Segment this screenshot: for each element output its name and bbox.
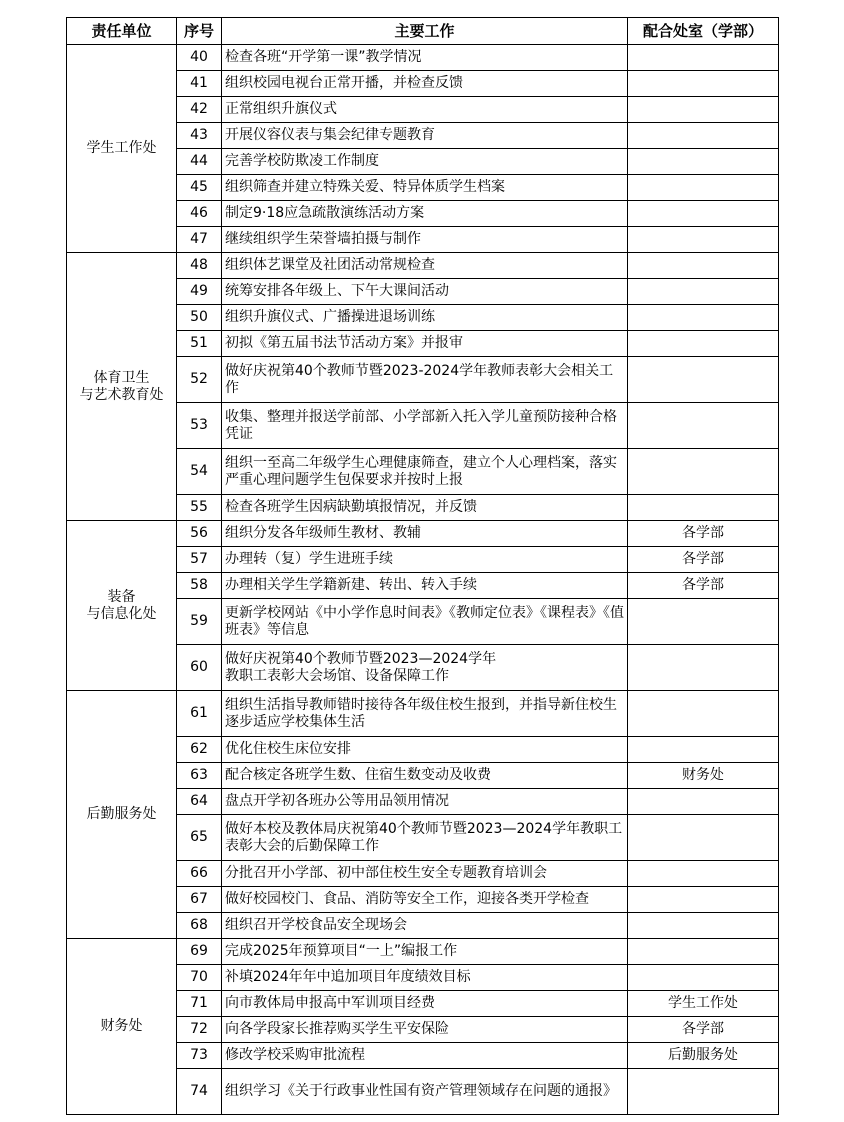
task-cell: 组织校园电视台正常开播，并检查反馈	[222, 71, 628, 97]
partner-cell: 各学部	[628, 521, 779, 547]
row-number: 71	[177, 991, 222, 1017]
row-number: 62	[177, 737, 222, 763]
work-plan-table	[66, 17, 779, 1115]
task-cell: 组织升旗仪式、广播操进退场训练	[222, 305, 628, 331]
row-number: 45	[177, 175, 222, 201]
row-number: 59	[177, 599, 222, 645]
partner-cell: 各学部	[628, 547, 779, 573]
partner-cell	[628, 227, 779, 253]
header-main-work: 主要工作	[222, 18, 628, 45]
row-number: 56	[177, 521, 222, 547]
partner-cell	[628, 737, 779, 763]
row-number: 53	[177, 403, 222, 449]
task-cell: 配合核定各班学生数、住宿生数变动及收费	[222, 763, 628, 789]
task-cell: 组织筛查并建立特殊关爱、特异体质学生档案	[222, 175, 628, 201]
department-cell: 体育卫生 与艺术教育处	[67, 253, 177, 521]
row-number: 47	[177, 227, 222, 253]
task-cell: 完成2025年预算项目“一上”编报工作	[222, 939, 628, 965]
task-cell: 检查各班学生因病缺勤填报情况，并反馈	[222, 495, 628, 521]
task-cell: 收集、整理并报送学前部、小学部新入托入学儿童预防接种合格凭证	[222, 403, 628, 449]
task-cell: 初拟《第五届书法节活动方案》并报审	[222, 331, 628, 357]
task-cell: 组织一至高二年级学生心理健康筛查，建立个人心理档案，落实严重心理问题学生包保要求并按时上报	[222, 449, 628, 495]
task-cell: 修改学校采购审批流程	[222, 1043, 628, 1069]
partner-cell	[628, 97, 779, 123]
partner-cell: 后勤服务处	[628, 1043, 779, 1069]
row-number: 67	[177, 887, 222, 913]
task-cell: 办理转（复）学生进班手续	[222, 547, 628, 573]
task-cell: 补填2024年年中追加项目年度绩效目标	[222, 965, 628, 991]
partner-cell	[628, 645, 779, 691]
partner-cell: 各学部	[628, 1017, 779, 1043]
row-number: 72	[177, 1017, 222, 1043]
task-cell: 正常组织升旗仪式	[222, 97, 628, 123]
partner-cell	[628, 331, 779, 357]
partner-cell	[628, 913, 779, 939]
table-header	[67, 18, 779, 45]
partner-cell	[628, 305, 779, 331]
row-number: 55	[177, 495, 222, 521]
row-number: 52	[177, 357, 222, 403]
row-number: 60	[177, 645, 222, 691]
task-cell: 统筹安排各年级上、下午大课间活动	[222, 279, 628, 305]
task-cell: 向市教体局申报高中军训项目经费	[222, 991, 628, 1017]
partner-cell	[628, 861, 779, 887]
partner-cell	[628, 279, 779, 305]
partner-cell	[628, 175, 779, 201]
row-number: 50	[177, 305, 222, 331]
row-number: 44	[177, 149, 222, 175]
partner-cell	[628, 449, 779, 495]
row-number: 48	[177, 253, 222, 279]
partner-cell	[628, 691, 779, 737]
task-cell: 做好庆祝第40个教师节暨2023-2024学年教师表彰大会相关工作	[222, 357, 628, 403]
department-cell: 装备 与信息化处	[67, 521, 177, 691]
row-number: 73	[177, 1043, 222, 1069]
task-cell: 组织体艺课堂及社团活动常规检查	[222, 253, 628, 279]
header-department: 责任单位	[67, 18, 177, 45]
row-number: 63	[177, 763, 222, 789]
task-cell: 组织生活指导教师错时接待各年级住校生报到，并指导新住校生逐步适应学校集体生活	[222, 691, 628, 737]
row-number: 58	[177, 573, 222, 599]
partner-cell	[628, 71, 779, 97]
task-cell: 制定9·18应急疏散演练活动方案	[222, 201, 628, 227]
partner-cell	[628, 149, 779, 175]
partner-cell	[628, 965, 779, 991]
row-number: 43	[177, 123, 222, 149]
task-cell: 组织召开学校食品安全现场会	[222, 913, 628, 939]
row-number: 54	[177, 449, 222, 495]
row-number: 74	[177, 1069, 222, 1115]
partner-cell	[628, 887, 779, 913]
table-row	[67, 521, 779, 547]
task-cell: 盘点开学初各班办公等用品领用情况	[222, 789, 628, 815]
partner-cell	[628, 789, 779, 815]
task-cell: 组织学习《关于行政事业性国有资产管理领域存在问题的通报》	[222, 1069, 628, 1115]
task-cell: 分批召开小学部、初中部住校生安全专题教育培训会	[222, 861, 628, 887]
row-number: 69	[177, 939, 222, 965]
row-number: 41	[177, 71, 222, 97]
row-number: 46	[177, 201, 222, 227]
task-cell: 向各学段家长推荐购买学生平安保险	[222, 1017, 628, 1043]
partner-cell	[628, 201, 779, 227]
partner-cell: 学生工作处	[628, 991, 779, 1017]
partner-cell	[628, 403, 779, 449]
task-cell: 优化住校生床位安排	[222, 737, 628, 763]
task-cell: 办理相关学生学籍新建、转出、转入手续	[222, 573, 628, 599]
task-cell: 检查各班“开学第一课”教学情况	[222, 45, 628, 71]
row-number: 68	[177, 913, 222, 939]
task-cell: 继续组织学生荣誉墙拍摄与制作	[222, 227, 628, 253]
partner-cell	[628, 599, 779, 645]
table-row	[67, 939, 779, 965]
row-number: 57	[177, 547, 222, 573]
partner-cell	[628, 45, 779, 71]
header-partner: 配合处室（学部）	[628, 18, 779, 45]
partner-cell: 各学部	[628, 573, 779, 599]
partner-cell	[628, 939, 779, 965]
task-cell: 开展仪容仪表与集会纪律专题教育	[222, 123, 628, 149]
row-number: 40	[177, 45, 222, 71]
row-number: 51	[177, 331, 222, 357]
task-cell: 完善学校防欺凌工作制度	[222, 149, 628, 175]
department-cell: 财务处	[67, 939, 177, 1115]
partner-cell	[628, 815, 779, 861]
task-cell: 做好本校及教体局庆祝第40个教师节暨2023—2024学年教职工表彰大会的后勤保障工作	[222, 815, 628, 861]
table-body	[67, 45, 779, 1115]
row-number: 70	[177, 965, 222, 991]
row-number: 65	[177, 815, 222, 861]
task-cell: 做好校园校门、食品、消防等安全工作，迎接各类开学检查	[222, 887, 628, 913]
row-number: 66	[177, 861, 222, 887]
partner-cell	[628, 495, 779, 521]
table-row	[67, 45, 779, 71]
partner-cell	[628, 1069, 779, 1115]
table-row	[67, 253, 779, 279]
table-row	[67, 691, 779, 737]
task-cell: 组织分发各年级师生教材、教辅	[222, 521, 628, 547]
header-number: 序号	[177, 18, 222, 45]
row-number: 61	[177, 691, 222, 737]
partner-cell	[628, 253, 779, 279]
row-number: 64	[177, 789, 222, 815]
department-cell: 后勤服务处	[67, 691, 177, 939]
task-cell: 更新学校网站《中小学作息时间表》《教师定位表》《课程表》《值班表》等信息	[222, 599, 628, 645]
partner-cell: 财务处	[628, 763, 779, 789]
row-number: 42	[177, 97, 222, 123]
partner-cell	[628, 123, 779, 149]
department-cell: 学生工作处	[67, 45, 177, 253]
task-cell: 做好庆祝第40个教师节暨2023—2024学年 教职工表彰大会场馆、设备保障工作	[222, 645, 628, 691]
partner-cell	[628, 357, 779, 403]
row-number: 49	[177, 279, 222, 305]
